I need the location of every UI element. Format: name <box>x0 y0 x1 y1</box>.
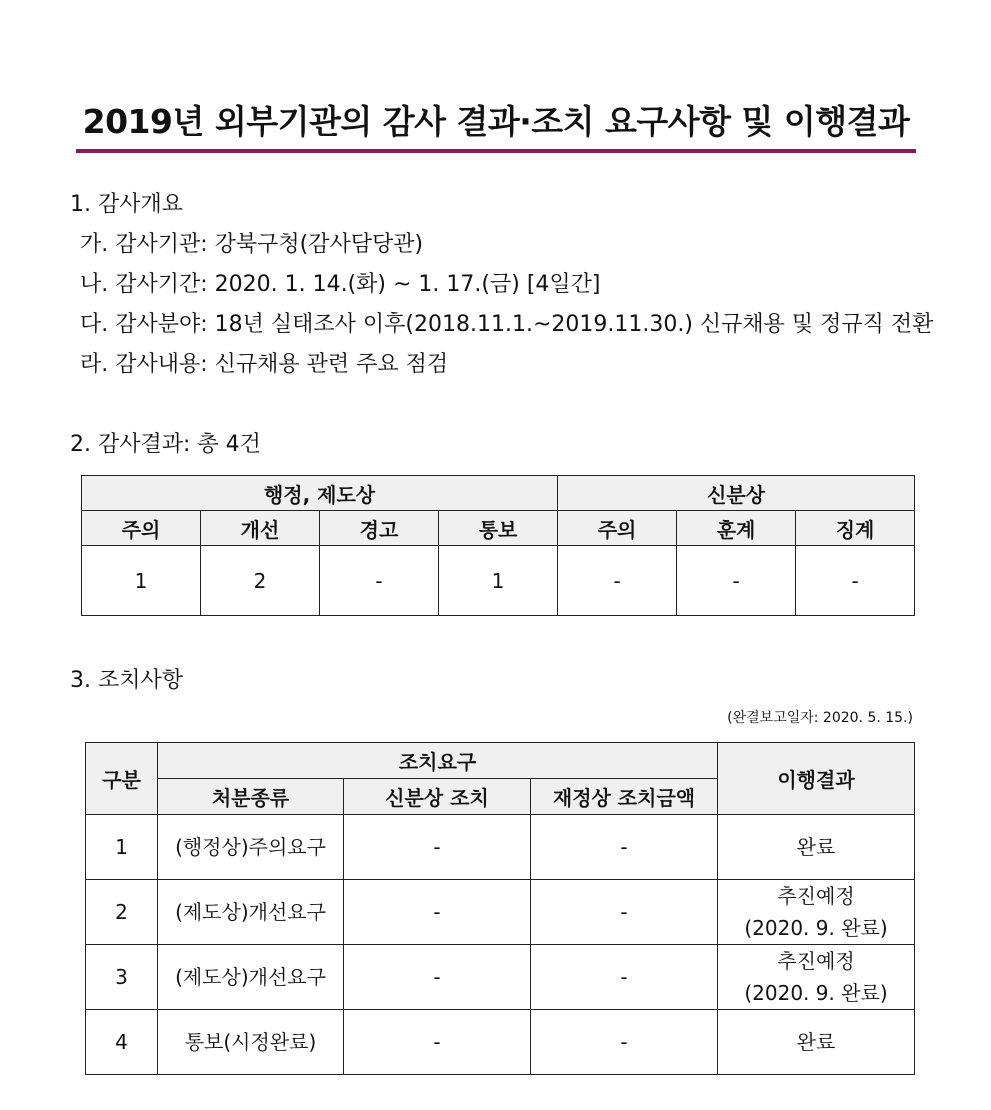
col-header: 징계 <box>796 511 915 546</box>
completion-report-date: (완결보고일자: 2020. 5. 15.) <box>727 710 913 726</box>
row-type: (제도상)개선요구 <box>158 945 344 1010</box>
row-status-action: - <box>344 1010 531 1075</box>
group-header-admin: 행정, 제도상 <box>82 476 558 511</box>
count-cell: - <box>677 546 796 616</box>
page-title: 2019년 외부기관의 감사 결과·조치 요구사항 및 이행결과 <box>82 102 910 141</box>
subheader-type: 처분종류 <box>158 779 344 815</box>
row-no: 3 <box>86 945 158 1010</box>
row-result <box>718 815 915 880</box>
row-type: (행정상)주의요구 <box>158 815 344 880</box>
row-finance: - <box>531 945 718 1010</box>
row-type: (제도상)개선요구 <box>158 880 344 945</box>
overview-item-agency: 가. 감사기관: 강북구청(감사담당관) <box>80 232 424 257</box>
audit-result-table <box>81 475 915 616</box>
col-header: 통보 <box>439 511 558 546</box>
section2-heading: 2. 감사결과: 총 4건 <box>70 432 261 457</box>
subheader-finance: 재정상 조치금액 <box>531 779 718 815</box>
row-result <box>718 1010 915 1075</box>
row-no: 2 <box>86 880 158 945</box>
row-status-action: - <box>344 880 531 945</box>
group-header-personal: 신분상 <box>558 476 915 511</box>
section1-heading: 1. 감사개요 <box>70 192 183 217</box>
result-date: (2020. 9. 완료) <box>744 916 888 940</box>
col-header: 개선 <box>201 511 320 546</box>
action-table <box>85 742 915 1075</box>
col-header: 주의 <box>558 511 677 546</box>
title-underline <box>76 149 916 153</box>
count-cell: - <box>796 546 915 616</box>
result-line: 추진예정 <box>777 949 855 973</box>
row-result <box>718 880 915 945</box>
col-header: 훈계 <box>677 511 796 546</box>
row-status-action: - <box>344 945 531 1010</box>
count-cell: - <box>558 546 677 616</box>
row-no: 4 <box>86 1010 158 1075</box>
result-line: 완료 <box>796 1030 836 1054</box>
result-line: 완료 <box>796 835 836 859</box>
header-action-request: 조치요구 <box>158 743 718 779</box>
table-row <box>86 1010 915 1075</box>
overview-item-period: 나. 감사기간: 2020. 1. 14.(화) ~ 1. 17.(금) [4일간] <box>80 272 601 297</box>
header-gubun: 구분 <box>86 743 158 815</box>
col-header: 경고 <box>320 511 439 546</box>
table-row <box>86 880 915 945</box>
count-cell: 1 <box>82 546 201 616</box>
header-result: 이행결과 <box>718 743 915 815</box>
section3-heading: 3. 조치사항 <box>70 668 183 693</box>
row-finance: - <box>531 1010 718 1075</box>
count-cell: - <box>320 546 439 616</box>
result-date: (2020. 9. 완료) <box>744 981 888 1005</box>
col-header: 주의 <box>82 511 201 546</box>
row-finance: - <box>531 880 718 945</box>
row-status-action: - <box>344 815 531 880</box>
row-no: 1 <box>86 815 158 880</box>
table-row <box>86 945 915 1010</box>
row-result <box>718 945 915 1010</box>
overview-item-content: 라. 감사내용: 신규채용 관련 주요 점검 <box>80 352 449 377</box>
count-cell: 1 <box>439 546 558 616</box>
row-type: 통보(시정완료) <box>158 1010 344 1075</box>
table-row <box>86 815 915 880</box>
subheader-status-action: 신분상 조치 <box>344 779 531 815</box>
row-finance: - <box>531 815 718 880</box>
result-line: 추진예정 <box>777 884 855 908</box>
overview-item-field: 다. 감사분야: 18년 실태조사 이후(2018.11.1.~2019.11.30.) 신규채용 및 정규직 전환 <box>80 312 934 337</box>
count-cell: 2 <box>201 546 320 616</box>
